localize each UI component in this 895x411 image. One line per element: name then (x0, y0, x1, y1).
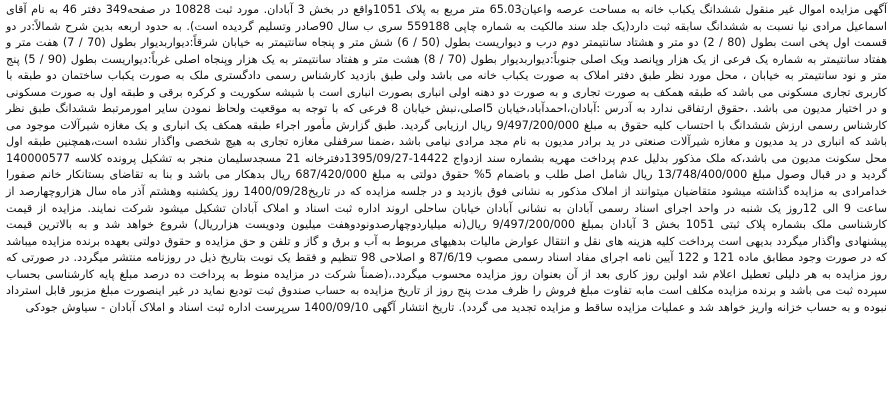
auction-notice-text: آگهی مزایده اموال غیر منقول ششدانگ یکباب خانه به مساحت عرصه واعیان65.03 متر مربع به پلاک 1051واقع در بخش 3 آبادان. مورد ثبت 10828 در صفحه349 دفتر 46 به نام آقای اسماعیل مرادی نیا نسبت به ششدانگ سابقه ثبت دارد(یک جلد سند مالکیت به شماره چاپی 559188 سری ب سال 90صادر وتسلیم گردیده است). به حدود اربعه بدین شرح شمالاً:در دو قسمت اول پخی است بطول (80 / 2) دو متر و هشتاد سانتیمتر دوم درب و دیواریست بطول (50 / 6) شش متر و پنجاه سانتیمتر به خیابان شرقاً:دیواربدیوار بطول (70 / 7) هفت متر و هفتاد سانتیمتر به شماره یک فرعی از یک هزار وپانصد ویک اصلی جنوباً:دیواربدیوار بطول (70 / 8) هشت متر و هفتاد سانتیمتر به یک هزار وپنجاه اصلی غرباً:دیواریست بطول (90 / 5) پنج متر و نود سانتیمتر به خیابان ، محل مورد نظر طبق دفتر املاک به صورت یکباب خانه می باشد ولی طبق بازدید کارشناس رسمی دادگستری ملک به صورت یکباب ساختمان دو طبقه با کاربری تجاری مسکونی می باشد که طبقه همکف به صورت تجاری و به صورت دو دهنه اولی انباری بصورت انباری است با شیشه سکوریت و کرکره برقی و طبقه اول به صورت مسکونی و در اختیار مدیون می باشد. ،حقوق ارتفاقی ندارد به آدرس :آبادان،احمدآباد،خیابان 5اصلی،نبش خیابان 8 فرعی که با توجه به موقعیت ولحاظ نمودن سایر امورمرتبط ششدانگ طبق نظر کارشناس رسمی ارزش ششدانگ با احتساب کلیه حقوق به مبلغ 9/497/200/000 ریال ارزیابی گردید. طبق گزارش مأمور اجراء طبقه همکف یک انباری و یک مغازه شیرآلات موجود می باشد که انباری در ید مدیون و مغازه شیرآلات صنعتی در ید برادر مدیون به نام مجد مرادی نیامی باشد ،ضمنا سرقفلی مغازه تجاری به هیچ شخصی واگذار نشده است،همچنین طبقه اول محل سکونت مدیون می باشد،که ملک مذکور بدلیل عدم پرداخت مهریه بشماره سند ازدواج 14422-1395/09/27دفترخانه 21 مسجدسلیمان منجر به تشکیل پرونده کلاسه 140000577 گردید و در قبال وصول مبلغ 13/748/400/000 ریال شامل اصل طلب و باضمام 5% حقوق دولتی به مبلغ 687/420/000 ریال بدهکار می باشد و بنا به تقاضای بستانکار خانم صفورا خدامرادی به مزایده گذاشته میشود متقاضیان میتوانند از املاک مذکور به نشانی فوق بازدید و در جلسه مزایده که در تاریخ1400/09/28 روز یکشنبه وهشتم آذر ماه سال هزاروچهارصد از ساعت 9 الی 12روز یک شنبه در واحد اجرای اسناد رسمی آبادان به نشانی آبادان خیابان ساحلی اروند اداره ثبت اسناد و املاک آبادان تشکیل میشود شرکت نمایند. مزایده از قیمت کارشناسی ملک بشماره پلاک ثبتی 1051 بخش 3 آبادان بمبلغ 9/497/200/000 ریال(نه میلیاردوچهارصدونودوهفت میلیون ودویست هزارریال) شروع خواهد شد و به بالاترین قیمت پیشنهادی واگذار میگردد بدیهی است پرداخت کلیه هزینه های نقل و انتقال عوارض مالیات بدهیهای مربوط به آب و برق و گاز و تلفن و حق مزایده و حقوق دولتی بعهده برنده مزایده میباشد که در صورت وجود مطابق ماده 121 و 122 آیین نامه اجرای مفاد اسناد رسمی مصوب 87/6/19 و اصلاحی 98 تنظیم و فقط یک نوبت بتاریخ ذیل در روزنامه منتشر میگردد. در صورتی که روز مزایده به هر دلیلی تعطیل اعلام شد اولین روز کاری بعد از آن بعنوان روز مزایده محسوب میگردد.،(ضمناً شرکت در مزایده منوط به پرداخت ده درصد مبلغ پایه کارشناسی بحساب سپرده ثبت می باشد و برنده مزایده مکلف است مابه تفاوت مبلغ فروش را ظرف مدت پنج روز از تاریخ مزایده به حساب صندوق ثبت تودیع نماید در غیر اینصورت مبلغ مزبور قابل استرداد نبوده و به حساب خزانه واریز خواهد شد و عملیات مزایده ساقط و مزایده تجدید می گردد). تاریخ انتشار آگهی 1400/09/10 سرپرست اداره ثبت اسناد و املاک آبادان - سیاوش جودکی (6, 3, 888, 314)
